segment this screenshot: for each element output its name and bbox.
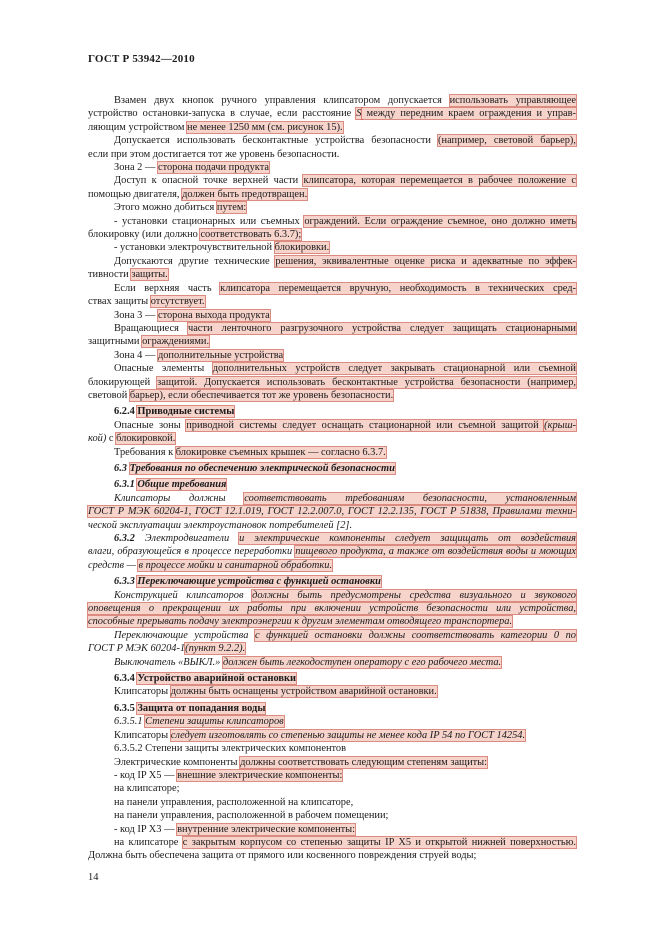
highlighted-text: приводной системы следует оснащать стационарной или съемной защитой [186,419,545,431]
highlighted-text: клипсатора, которая перемещается в рабочее положение с [303,175,576,187]
highlighted-text: Устройство аварийной остановки [137,673,297,685]
highlighted-text: ограждений. Если ограждение съемное, оно должно иметь [304,215,576,227]
text-segment: - код IP X3 — [114,823,178,835]
highlighted-text: части ленточного разгрузочного устройства следует защищать стационарными [187,322,576,334]
highlighted-text: сторона подачи продукта [157,162,269,174]
highlighted-text: внутренние электрические компоненты: [177,823,356,835]
highlighted-text: отсутствует. [150,296,205,308]
text-segment: Электрические компоненты [114,756,241,768]
text-segment: на панели управления, расположенной в рабочем помещении; [114,810,389,822]
text-segment: Требования к [114,446,176,458]
text-line [88,362,576,375]
highlighted-text: защиты. [131,269,168,281]
text-segment: Если верхняя часть [114,282,221,294]
text-segment: влаги, образующейся в процессе переработки [88,546,296,558]
text-line [88,241,576,254]
highlighted-text: путем: [216,202,247,214]
text-segment: Доступ к опасной точке верхней части [114,175,304,187]
highlighted-text: использовать управляющее [449,95,576,106]
highlighted-text: Степени защиты клипсаторов [145,716,284,728]
text-line [88,715,576,728]
text-segment: Выключатель «ВЫКЛ.» [114,656,223,668]
highlighted-text: Приводные системы [137,406,235,418]
text-segment: световой [88,389,130,401]
highlighted-text: способные прерывать подачу электроэнергии к другим элементам отводящего транспортера. [88,616,513,628]
text-line [88,295,576,308]
text-line [88,419,576,432]
text-segment: 6.3.5 [114,702,138,714]
text-line [88,742,576,755]
highlighted-text: пищевого продукта, а также от воздействия воды и моющих [295,546,576,558]
text-segment: ляющим устройством [88,121,188,133]
text-line [88,121,576,134]
highlighted-text: между передним краем ограждения и управ- [361,108,576,120]
text-segment: кой) [88,433,107,445]
highlighted-text: сторона выхода продукта [157,309,270,321]
highlighted-text: должны быть предусмотрены средства визуального и звукового [252,589,576,601]
text-line [88,446,576,459]
text-line [88,756,576,769]
text-line [88,769,576,782]
text-segment: 6.3.2 [114,533,145,544]
text-line [88,505,576,518]
text-line [88,615,576,628]
highlighted-text: барьер), если обеспечивается тот же уровень безопасности. [129,389,394,401]
document-body [88,94,576,863]
text-line [88,201,576,214]
text-segment: Этого можно добиться [114,202,217,214]
highlighted-text: внешние электрические компоненты: [177,769,343,781]
highlighted-text: должны соответствовать следующим степеням защиты: [240,756,488,768]
highlighted-text: решения, эквивалентные оценке риска и адекватные по эффек- [275,255,576,267]
highlighted-text: с закрытым корпусом со степенью защиты IP X5 и открытой нижней поверхностью. [182,836,576,848]
text-line [88,836,576,849]
text-line [88,134,576,147]
highlighted-text: Общие требования [137,479,227,491]
text-line [88,492,576,505]
highlighted-text: и электрические компоненты следует защищать от воздействия [239,533,576,544]
text-line [88,282,576,295]
text-line [88,309,576,322]
text-line [88,255,576,268]
highlighted-text: соответствовать 6.3.7); [200,229,302,241]
text-line [88,602,576,615]
text-line [88,629,576,642]
text-segment: если при этом достигается тот же уровень безопасности. [88,148,340,160]
text-segment: Клипсаторы должны [114,492,245,504]
text-segment: блокировку (или должно [88,229,201,241]
text-line [88,349,576,362]
text-line [88,559,576,572]
text-segment: - установки стационарных или съемных [114,215,305,227]
highlighted-text: блокировке съемных крышек — согласно 6.3.7. [175,446,386,458]
text-line [88,174,576,187]
text-segment: 6.3.5.2 Степени защиты электрических компонентов [114,743,347,755]
text-line [88,656,576,669]
text-line [88,782,576,795]
standard-number-header: ГОСТ Р 53942—2010 [88,53,195,65]
highlighted-text: защитой. Допускается использовать бесконтактные устройства безопасности (например, [157,376,576,388]
text-segment: защитными [88,336,143,348]
highlighted-text: блокировки. [274,242,330,254]
text-segment: 6.3.3 [114,576,138,588]
page-number: 14 [88,872,99,883]
text-segment: устройство остановки-запуска в случае, если расстояние [88,108,357,120]
highlighted-text: соответствовать требованиям безопасности, установленным [244,492,576,504]
text-segment: Взамен двух кнопок ручного управления клипсатором допускается [114,95,450,106]
highlighted-text: дополнительные устройства [157,349,284,361]
text-segment: ческой эксплуатации электроустановок потребителей [2]. [88,519,353,531]
text-line [88,432,576,445]
highlighted-text: (например, световой барьер), [438,135,576,147]
text-segment: с [106,433,117,445]
text-segment: на панели управления, расположенной на клипсаторе, [114,796,354,808]
highlighted-text: дополнительных устройств следует закрывать стационарной или съемной [212,363,576,375]
text-segment: Должна быть обеспечена защита от прямого или косвенного повреждения струей воды; [88,850,477,862]
text-segment: ГОСТ Р МЭК 60204-1 [88,643,186,655]
text-line [88,161,576,174]
highlighted-text: Защита от попадания воды [137,702,266,714]
text-segment: - установки электрочувствительной [114,242,275,254]
text-segment: средств — [88,559,139,571]
highlighted-text: должны быть оснащены устройством аварийной остановки. [170,686,437,698]
text-line [88,809,576,822]
text-segment: Зона 3 — [114,309,158,321]
text-segment: Вращающиеся [114,322,188,334]
highlighted-text: (крыш- [544,419,576,431]
text-segment: Опасные элементы [114,363,213,375]
text-segment: - код IP X5 — [114,769,178,781]
text-segment: Переключающие устройства [114,629,255,641]
text-line [88,148,576,161]
text-line [88,823,576,836]
text-segment: 6.3.1 [114,479,138,491]
highlighted-text: клипсатора перемещается вручную, необходимость в технических сред- [220,282,576,294]
highlighted-text: должен быть легкодоступен оператору с его рабочего места. [222,656,502,668]
highlighted-text: с функцией остановки должны соответствовать категории 0 по [255,629,577,641]
text-line [88,729,576,742]
text-segment: Клипсаторы [114,686,171,698]
text-segment: Электродвигатели [144,533,240,544]
text-segment: на клипсаторе; [114,783,180,795]
text-segment: блокирующей [88,376,158,388]
text-line [88,545,576,558]
text-segment: ствах защиты [88,296,151,308]
text-line [88,478,576,491]
text-segment: 6.3.5.1 [114,716,146,728]
highlighted-text: Требования по обеспечению электрической безопасности [129,462,395,474]
text-line [88,405,576,418]
text-line [88,702,576,715]
text-segment: Зона 4 — [114,349,158,361]
text-segment: на клипсаторе [114,836,183,848]
text-segment: 6.2.4 [114,406,138,418]
highlighted-text: S [356,108,362,120]
text-line [88,376,576,389]
text-line [88,389,576,402]
text-line [88,589,576,602]
highlighted-text: ограждениями. [142,336,210,348]
text-line [88,268,576,281]
text-segment: Зона 2 — [114,162,158,174]
text-line [88,849,576,862]
text-segment: Опасные зоны [114,419,187,431]
text-line [88,575,576,588]
text-line [88,94,576,107]
highlighted-text: ГОСТ Р МЭК 60204-1, ГОСТ 12.1.019, ГОСТ 12.2.007.0, ГОСТ 12.2.135, ГОСТ Р 51838, Правилами техни- [88,506,576,518]
highlighted-text: оповещения о прекращении их работы при включении устройств безопасности или устройства, [88,603,576,615]
highlighted-text: блокировкой. [116,433,176,445]
text-segment: Допускается использовать бесконтактные устройства безопасности [114,135,439,147]
text-segment: помощью двигателя, [88,188,183,200]
text-segment: 6.3 [114,462,130,474]
text-line [88,188,576,201]
text-line [88,462,576,475]
highlighted-text: должен быть предотвращен. [182,188,308,200]
text-line [88,685,576,698]
text-line [88,215,576,228]
text-segment: Клипсаторы [114,729,171,741]
text-line [88,796,576,809]
text-line [88,532,576,545]
text-segment: Допускаются другие технические [114,255,276,267]
text-segment: 6.3.4 [114,673,138,685]
text-line [88,642,576,655]
highlighted-text: в процессе мойки и санитарной обработки. [138,559,333,571]
text-line [88,519,576,532]
text-line [88,107,576,120]
text-segment: тивности [88,269,132,281]
text-line [88,228,576,241]
text-line [88,322,576,335]
text-line [88,335,576,348]
highlighted-text: следует изготовлять со степенью защиты не менее кода IP 54 по ГОСТ 14254. [170,729,526,741]
highlighted-text: (пункт 9.2.2). [185,643,246,655]
text-segment: Конструкцией клипсаторов [114,589,253,601]
highlighted-text: Переключающие устройства с функцией остановки [137,576,381,588]
highlighted-text: не менее 1250 мм (см. рисунок 15). [187,121,343,133]
text-line [88,672,576,685]
